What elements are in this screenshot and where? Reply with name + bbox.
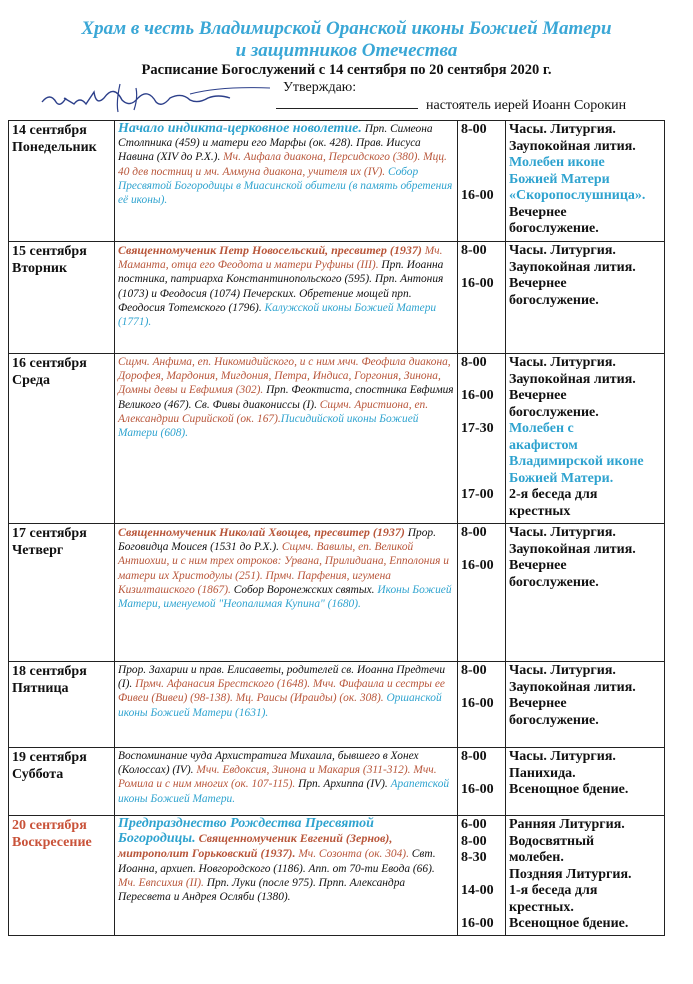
service-name: Вечернее <box>509 558 567 573</box>
commemoration-text: Мч. Аифала диакона, Персидского (380). Мцц. 40 дев постниц и мч. Аммуна диакона, учителя их (IV). <box>118 151 447 178</box>
service-name: Владимирской иконе <box>509 454 644 469</box>
commemoration-text: Собор Пресвятой Богородицы в Миасинской обители (в память обретения её иконы). <box>118 165 453 207</box>
service-name: Заупокойная лития. <box>509 541 636 557</box>
service-name: Часы. Литургия. <box>509 355 616 370</box>
commemoration-text: Иконы Божией Матери, именуемой "Неопалимая Купина" (1680). <box>118 583 452 611</box>
service-name: Часы. Литургия. <box>509 663 616 678</box>
day-weekday: Среда <box>12 373 51 388</box>
commemoration-text: Мчч. Евдоксия, Зинона и Макария (311-312). Мчч. Ромила и с ним многих (ок. 107-115). <box>118 764 437 791</box>
day-cell <box>9 662 115 748</box>
service-name: Молебен с <box>509 421 574 436</box>
service-name: Вечернее <box>509 388 567 403</box>
commemoration-text: Прор. Захарии и прав. Елисаветы, родителей св. Иоанна Предтечи (I). <box>118 664 446 691</box>
service-time <box>461 454 502 471</box>
commemoration-text: Начало индикта-церковное новолетие. <box>118 121 362 136</box>
service-name: Заупокойная лития. <box>509 679 636 695</box>
day-cell <box>9 121 115 242</box>
services-cell <box>506 662 665 748</box>
service-time: 8-00 <box>461 243 487 258</box>
schedule-row <box>9 354 665 524</box>
day-date: 15 сентября <box>12 244 87 259</box>
commemoration-text: Сщмч. Аристиона, еп. Александрии Сирийской (ок. 167). <box>118 398 429 425</box>
service-name: богослужение. <box>509 221 599 236</box>
day-cell <box>9 816 115 936</box>
service-time <box>461 867 502 884</box>
service-name: акафистом <box>509 437 578 453</box>
service-name: Часы. Литургия. <box>509 749 616 764</box>
schedule-row <box>9 662 665 748</box>
service-name: богослужение. <box>509 404 599 420</box>
times-cell <box>458 242 506 354</box>
day-date: 18 сентября <box>12 664 87 679</box>
service-name: Панихида. <box>509 765 576 781</box>
service-name: Вечернее <box>509 204 567 220</box>
day-weekday: Пятница <box>12 681 69 696</box>
service-name: молебен. <box>509 850 564 865</box>
commemoration-text: Воспоминание чуда Архистратига Михаила, бывшего в Хонех (Колоссах) (IV). <box>118 750 419 777</box>
service-time <box>461 139 502 156</box>
service-time: 8-30 <box>461 850 487 865</box>
day-weekday: Вторник <box>12 261 68 276</box>
day-date: 19 сентября <box>12 750 87 765</box>
times-cell <box>458 748 506 816</box>
service-name: Поздняя Литургия. <box>509 866 632 882</box>
service-name: Божией Матери. <box>509 470 614 486</box>
service-time: 17-30 <box>461 421 494 436</box>
day-date: 17 сентября <box>12 526 87 541</box>
day-weekday: Суббота <box>12 767 64 782</box>
schedule-row <box>9 524 665 662</box>
service-time <box>461 900 502 917</box>
commemoration-text: Прп. Иоанна постника, патриарха Константинопольского (595). Прп. Антония (1073) и Феодосия (1074) Печерских. Обретение мощей прп. Феодосия Тотемского (1796). <box>118 259 444 314</box>
times-cell <box>458 816 506 936</box>
service-time: 8-00 <box>461 663 487 678</box>
day-weekday: Четверг <box>12 543 64 558</box>
rector-line <box>276 96 626 114</box>
commemoration-text: Мч. Евпсихия (II). <box>118 876 204 889</box>
commemoration-text: Писидийской иконы Божией Матери (608). <box>118 412 419 440</box>
commemoration-text: Священномученик Петр Новосельский, пресвитер (1937) <box>118 243 422 257</box>
church-title: Храм в честь Владимирской Оранской иконы Божией Матери <box>81 18 612 39</box>
day-date: 16 сентября <box>12 356 87 371</box>
times-cell <box>458 524 506 662</box>
service-name: Молебен иконе <box>509 155 605 170</box>
day-cell <box>9 354 115 524</box>
service-time: 16-00 <box>461 276 494 291</box>
service-time <box>461 172 502 189</box>
commemoration-text: Прмч. Афанасия Брестского (1648). Мчч. Фифаила и сестры ее Фивеи (Вивеи) (98-138). Мц. Раисы (Ираиды) (ок. 308). <box>118 678 445 705</box>
service-name: 2-я беседа для <box>509 487 598 502</box>
church-title-line2: и защитников Отечества <box>235 40 458 61</box>
service-name: Заупокойная лития. <box>509 371 636 387</box>
service-name: Часы. Литургия. <box>509 243 616 258</box>
commemoration-text: Предпразднество Рождества Пресвятой Богородицы. <box>118 816 374 847</box>
commemoration-text: Сщмч. Вавилы, еп. Великой Антиохии, и с ним трех отроков: Урвана, Прилидиана, Епполония и матери их Христодулы (251). Прмч. Парфения, игумена Кизилташского (1867). <box>118 541 449 596</box>
service-name: Часы. Литургия. <box>509 122 616 137</box>
saints-cell <box>115 816 458 936</box>
commemoration-text: Собор Воронежских святых. <box>230 583 378 596</box>
service-time <box>461 438 502 455</box>
commemoration-text: Священномученик Николай Хвощев, пресвитер (1937) <box>118 525 405 539</box>
services-cell <box>506 121 665 242</box>
service-time: 16-00 <box>461 558 494 573</box>
saints-cell <box>115 354 458 524</box>
services-cell <box>506 524 665 662</box>
service-time <box>461 766 502 783</box>
service-time <box>461 405 502 422</box>
service-name: Водосвятный <box>509 833 595 849</box>
saints-cell <box>115 524 458 662</box>
service-name: крестных <box>509 503 571 519</box>
times-cell <box>458 354 506 524</box>
service-time <box>461 205 502 222</box>
service-time: 8-00 <box>461 122 487 137</box>
commemoration-text: Мч. Созонта (ок. 304). <box>295 848 409 861</box>
service-time: 16-00 <box>461 782 494 797</box>
saints-cell <box>115 121 458 242</box>
rector-name: настоятель иерей Иоанн Сорокин <box>426 98 627 113</box>
service-time <box>461 542 502 559</box>
commemoration-text: Калужской иконы Божией Матери (1771). <box>118 301 437 329</box>
service-name: богослужение. <box>509 712 599 728</box>
commemoration-text: Прп. Феоктиста, спостника Евфимия Великого (467). Св. Фивы диакониссы (I). <box>118 384 454 411</box>
day-weekday: Понедельник <box>12 140 97 155</box>
signature <box>40 80 280 116</box>
commemoration-text: Сщмч. Анфима, еп. Никомидийского, и с ним мчч. Феофила диакона, Дорофея, Мардония, Мигдония, Петра, Индиса, Горгония, Зинона, Домны девы и Евфимия (302). <box>118 356 451 397</box>
commemoration-text: Прп. Архиппа (IV). <box>295 778 391 791</box>
services-cell <box>506 748 665 816</box>
service-time: 8-00 <box>461 749 487 764</box>
schedule-table <box>8 120 665 936</box>
service-time <box>461 680 502 697</box>
service-time: 16-00 <box>461 188 494 203</box>
commemoration-text: Арапетской иконы Божией Матери. <box>118 778 450 805</box>
service-name: богослужение. <box>509 574 599 590</box>
service-time: 14-00 <box>461 883 494 898</box>
commemoration-text: Прор. Боговидца Моисея (1531 до Р.Х.). <box>118 527 436 554</box>
schedule-row <box>9 242 665 354</box>
day-date: 14 сентября <box>12 123 87 138</box>
service-time <box>461 155 502 172</box>
service-time: 17-00 <box>461 487 494 502</box>
service-name: Часы. Литургия. <box>509 525 616 540</box>
commemoration-text: Оршанской иконы Божией Матери (1631). <box>118 692 442 719</box>
service-name: Вечернее <box>509 696 567 711</box>
service-name: Божией Матери <box>509 171 610 187</box>
service-time: 8-00 <box>461 355 487 370</box>
day-cell <box>9 748 115 816</box>
commemoration-text: Мч. Маманта, отца его Феодота и матери Руфины (III). <box>118 245 443 272</box>
commemoration-text: Свт. Иоанна, архиеп. Новгородского (1186). Апп. от 70-ти Евода (66). <box>118 848 436 875</box>
service-name: Заупокойная лития. <box>509 138 636 154</box>
service-name: «Скоропослушница». <box>509 188 646 203</box>
service-time <box>461 372 502 389</box>
day-cell <box>9 524 115 662</box>
commemoration-text: Прп. Луки (после 975). Прпп. Александра Пересвета и Андрея Осляби (1380). <box>118 876 406 904</box>
approve-label: Утверждаю: <box>283 80 357 95</box>
saints-cell <box>115 662 458 748</box>
schedule-subtitle: Расписание Богослужений с 14 сентября по 20 сентября 2020 г. <box>141 62 552 78</box>
services-cell <box>506 354 665 524</box>
schedule-row <box>9 748 665 816</box>
saints-cell <box>115 748 458 816</box>
service-name: Всенощное бдение. <box>509 782 629 797</box>
day-date: 20 сентября <box>12 818 87 833</box>
service-time: 16-00 <box>461 388 494 403</box>
saints-cell <box>115 242 458 354</box>
service-time <box>461 471 502 488</box>
service-name: Заупокойная лития. <box>509 259 636 275</box>
service-name: Ранняя Литургия. <box>509 817 625 832</box>
times-cell <box>458 662 506 748</box>
service-time <box>461 260 502 277</box>
services-cell <box>506 816 665 936</box>
day-weekday: Воскресение <box>12 835 92 850</box>
commemoration-text: Священномученик Евгений (Зернов), митрополит Горьковский (1937). <box>118 831 393 861</box>
services-cell <box>506 242 665 354</box>
schedule-row <box>9 816 665 936</box>
times-cell <box>458 121 506 242</box>
commemoration-text: Прп. Симеона Столпника (459) и матери его Марфы (ок. 428). Прав. Иисуса Навина (XIV до Р.Х.). <box>118 123 433 164</box>
day-cell <box>9 242 115 354</box>
service-time: 8-00 <box>461 833 487 849</box>
service-name: Вечернее <box>509 276 567 291</box>
service-time: 8-00 <box>461 525 487 540</box>
service-time: 6-00 <box>461 817 487 832</box>
service-time: 16-00 <box>461 696 494 711</box>
service-name: 1-я беседа для <box>509 883 598 898</box>
service-name: крестных. <box>509 899 574 915</box>
service-time: 16-00 <box>461 916 494 931</box>
signature-line <box>276 96 418 109</box>
service-name: богослужение. <box>509 292 599 308</box>
service-name: Всенощное бдение. <box>509 916 629 931</box>
schedule-row <box>9 121 665 242</box>
